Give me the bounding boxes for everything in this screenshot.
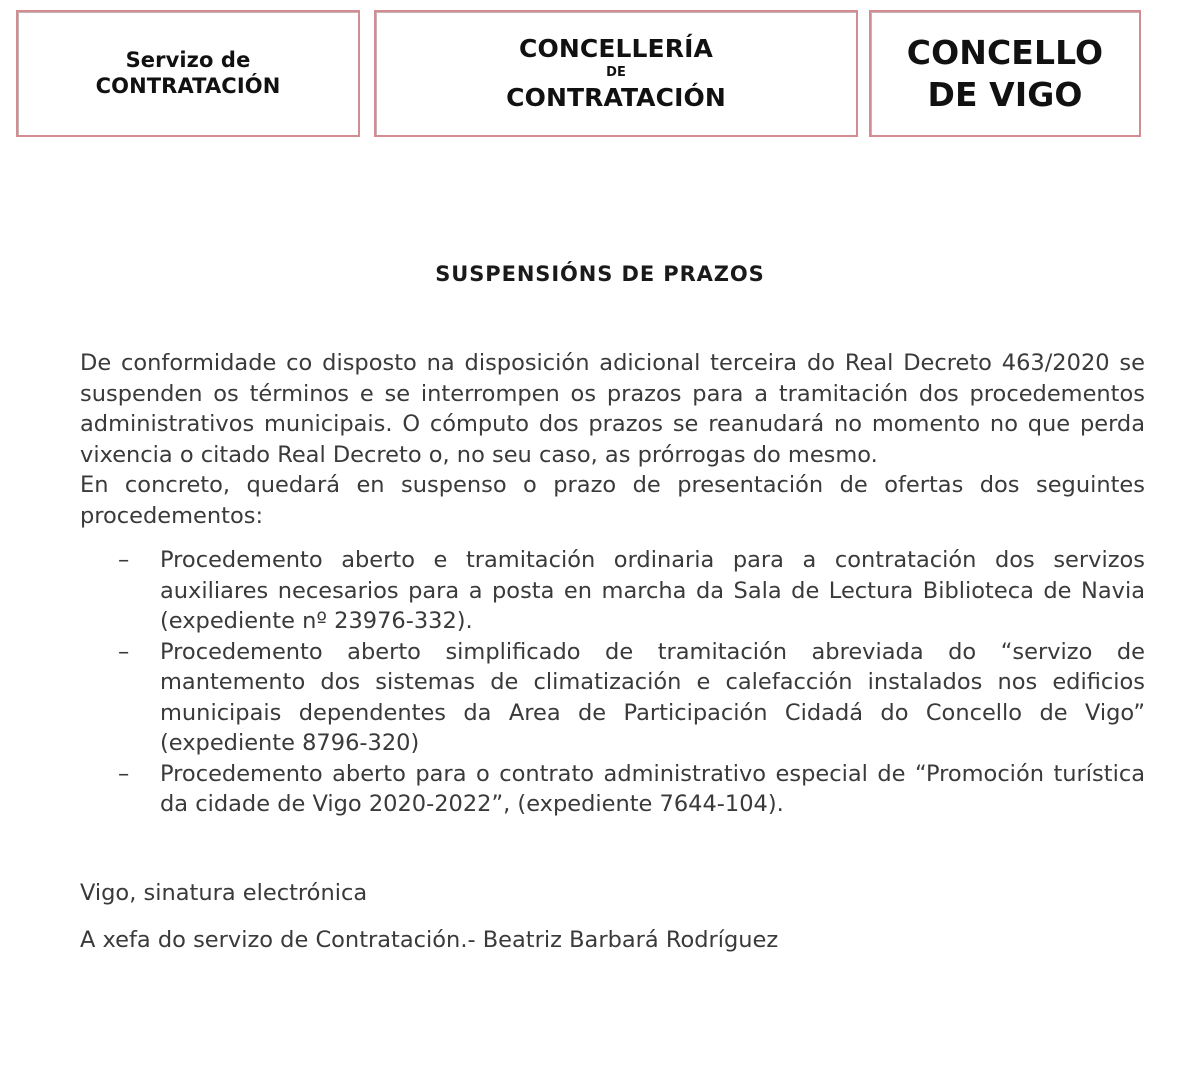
list-item-text: Procedemento aberto simplificado de tramitación abreviada do “servizo de mantemento dos sistemas de climatización e calefacción instalados nos edificios municipais dependentes da Area de Participación Cidadá do Concello de Vigo” (expediente 8796-320) [160, 638, 1145, 756]
signature-block [80, 878, 1145, 956]
document-body [80, 348, 1145, 956]
signature-name: A xefa do servizo de Contratación.- Beatriz Barbará Rodríguez [80, 927, 779, 953]
paragraph-concrete: En concreto, quedará en suspenso o prazo de presentación de ofertas dos seguintes procedementos: [80, 472, 1145, 529]
letterhead-box-concelleria-de-contratacion [374, 10, 858, 137]
list-item [80, 637, 1145, 759]
list-item [80, 759, 1145, 820]
list-item [80, 545, 1145, 637]
letterhead-box-3-line-2: DE VIGO [927, 74, 1083, 114]
letterhead-box-1-line-2: CONTRATACIÓN [95, 73, 281, 98]
paragraph-intro: De conformidade co disposto na disposición adicional terceira do Real Decreto 463/2020 se suspenden os términos e se interrompen os prazos para a tramitación dos procedementos administrativos municipais. O cómputo dos prazos se reanudará no momento no que perda vixencia o citado Real Decreto o, no seu caso, as prórrogas do mesmo. [80, 350, 1145, 468]
letterhead-box-3-line-1: CONCELLO [906, 33, 1104, 73]
letterhead-box-concello-de-vigo [869, 10, 1141, 137]
procedures-list [80, 545, 1145, 820]
bullet-dash-icon: – [118, 760, 130, 787]
letterhead-box-1-line-1: Servizo de [125, 47, 251, 72]
bullet-dash-icon: – [118, 638, 130, 665]
bullet-dash-icon: – [118, 547, 130, 573]
signature-place: Vigo, sinatura electrónica [80, 879, 368, 906]
document-title: SUSPENSIÓNS DE PRAZOS [435, 262, 765, 286]
letterhead-box-2-line-3: CONTRATACIÓN [506, 82, 726, 112]
letterhead [0, 0, 1200, 150]
letterhead-box-2-line-1: CONCELLERÍA [519, 33, 713, 63]
letterhead-box-2-line-2: DE [606, 65, 626, 81]
list-item-text: Procedemento aberto para o contrato administrativo especial de “Promoción turística da cidade de Vigo 2020-2022”, (expediente 7644-104). [160, 760, 1145, 817]
list-item-text: Procedemento aberto e tramitación ordinaria para a contratación dos servizos auxiliares necesarios para a posta en marcha da Sala de Lectura Biblioteca de Navia (expediente nº 23976-332). [160, 547, 1145, 634]
letterhead-box-servizo-de-contratacion [16, 10, 360, 137]
